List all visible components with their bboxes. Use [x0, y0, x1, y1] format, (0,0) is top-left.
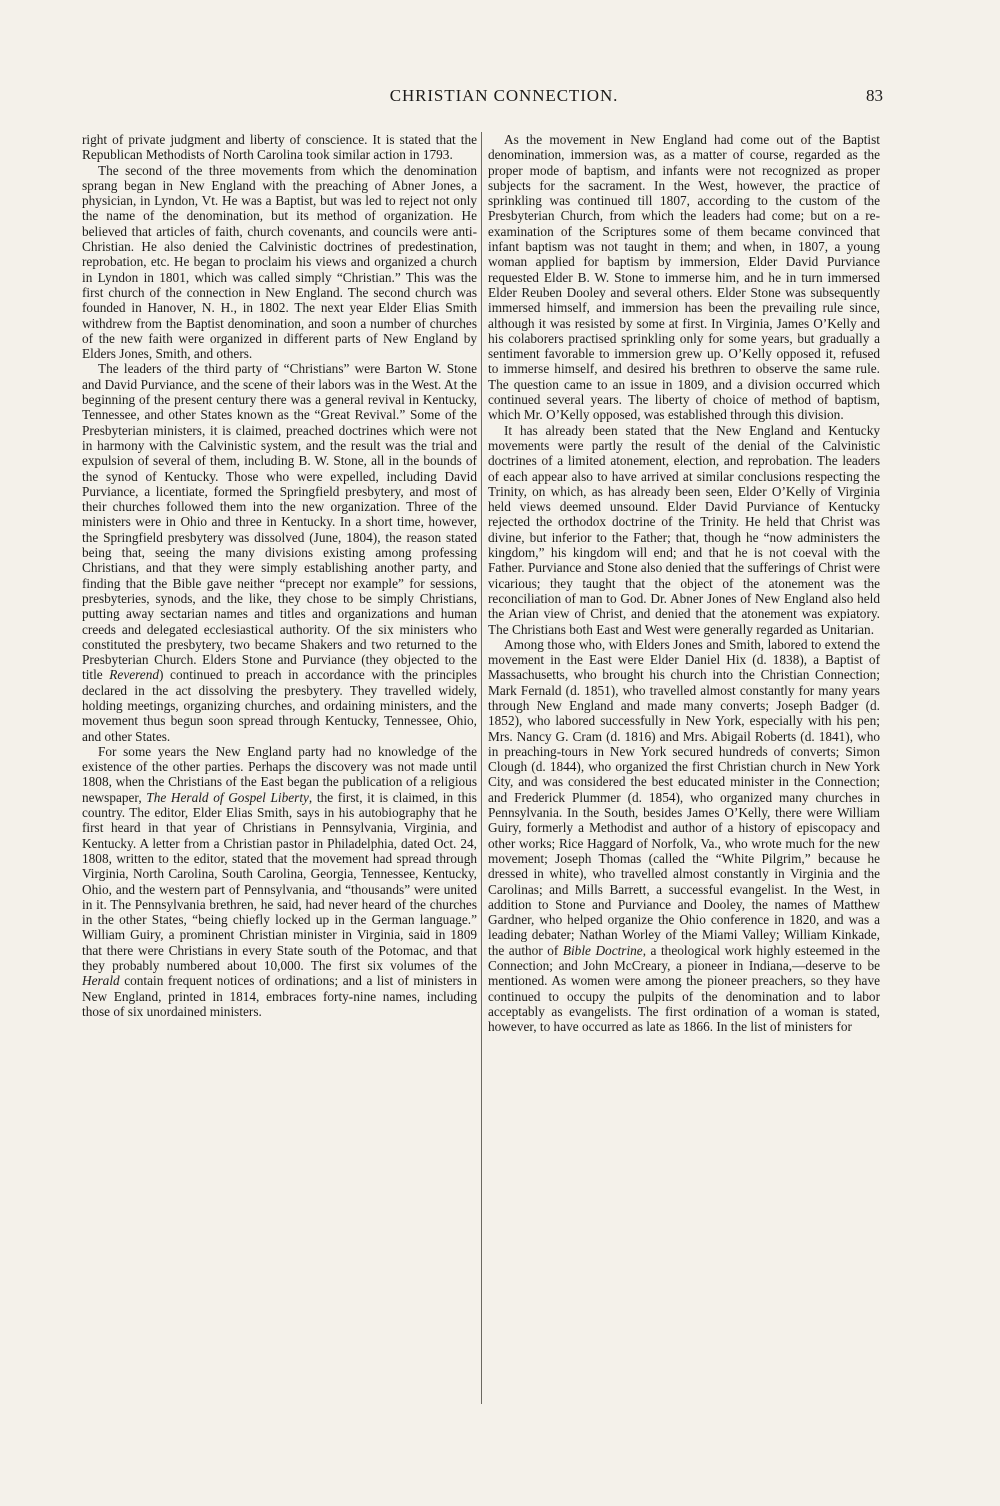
- paragraph: [488, 637, 880, 1035]
- paragraph-text: , a theological work highly esteemed in the Connection; and John McCreary, a pioneer in Indiana,—deserve to be mentioned. As women were among the pioneer preachers, so they have continued to occupy the pulpits of the denomination and to labor acceptably as evangelists. The first ordination of a woman is stated, however, to have occurred as late as 1866. In the list of ministers for: [488, 942, 881, 1035]
- paragraph: [82, 744, 477, 1019]
- page-title: CHRISTIAN CONNECTION.: [389, 86, 619, 105]
- paragraph: As the movement in New England had come out of the Baptist denomination, immersion was, as a matter of course, regarded as the proper mode of baptism, and infants were not recognized as proper subjects for the sacrament. In the West, however, the practice of sprinkling was continued till 1807, according to the custom of the Presbyterian Church, from which the leaders had come; but on a re-examination of the Scriptures some of them became convinced that infant baptism was not taught in them; and when, in 1807, a young woman applied for baptism by immersion, Elder David Purviance requested Elder B. W. Stone to immerse him, and he in turn immersed Elder Reuben Dooley and several others. Elder Stone was subsequently immersed himself, and immersion has been the prevailing rule since, although it was resisted by some at first. In Virginia, James O’Kelly and his colaborers practised sprinkling only for some years, but gradually a sentiment favorable to immersion grew up. O’Kelly opposed it, refused to immerse himself, and desired his brethren to observe the same rule. The question came to an issue in 1809, and a division occurred which continued several years. The liberty of choice of method of baptism, which Mr. O’Kelly opposed, was established through this division.: [488, 132, 880, 423]
- running-head: [0, 86, 1000, 116]
- paragraph: The second of the three movements from which the denomination sprang began in New England with the preaching of Abner Jones, a physician, in Lyndon, Vt. He was a Baptist, but was led to reject not only the name of the denomination, but its method of organization. He believed that articles of faith, church covenants, and councils were anti-Christian. He also denied the Calvinistic doctrines of predestination, reprobation, etc. He began to proclaim his views and organized a church in Lyndon in 1801, which was called simply “Christian.” This was the first church of the connection in New England. The second church was founded in Hanover, N. H., in 1802. The next year Elder Elias Smith withdrew from the Baptist denomination, and soon a number of churches of the new faith were organized in different parts of New England by Elders Jones, Smith, and others.: [82, 162, 477, 362]
- paragraph-text: ) continued to preach in accordance with the principles declared in the act dissolving the presbytery. They travelled widely, holding meetings, organizing churches, and ordaining ministers, and the movement thus begun soon spread through Kentucky, Tennessee, Ohio, and other States.: [82, 667, 477, 744]
- paragraph: [82, 361, 477, 743]
- left-column: [82, 132, 477, 1019]
- italic-text: Bible Doctrine: [562, 942, 643, 958]
- paragraph-text: Among those who, with Elders Jones and Smith, labored to extend the movement in the East were Elder Daniel Hix (d. 1838), a Baptist of Massachusetts, who brought his church into the Christian Connection; Mark Fernald (d. 1851), who travelled almost constantly for many years through New England and made many converts; Joseph Badger (d. 1852), who labored successfully in New York, especially with his pen; Mrs. Nancy G. Cram (d. 1816) and Mrs. Abigail Roberts (d. 1841), who in preaching-tours in New York secured hundreds of converts; Simon Clough (d. 1844), who organized the first Christian church in New York City, and was considered the best educated minister in the Connection; and Frederick Plummer (d. 1854), who organized many churches in Pennsylvania. In the South, besides James O’Kelly, there were William Guiry, formerly a Methodist and author of a history of episcopacy and other works; Rice Haggard of Norfolk, Va., who wrote much for the new movement; Joseph Thomas (called the “White Pilgrim,” because he dressed in white), who travelled almost constantly in Virginia and the Carolinas; and Mills Barrett, a successful evangelist. In the West, in addition to Stone and Purviance and Dooley, the names of Matthew Gardner, who helped organize the Ohio conference in 1820, and was a leading debater; Nathan Worley of the Miami Valley; William Kinkade, the author of: [488, 636, 880, 958]
- paragraph: It has already been stated that the New England and Kentucky movements were partly the result of the denial of the Calvinistic doctrines of a limited atonement, election, and reprobation. The leaders of each appear also to have arrived at similar conclusions respecting the Trinity, on which, as has already been seen, Elder O’Kelly of Virginia held views deemed unsound. Elder David Purviance of Kentucky rejected the orthodox doctrine of the Trinity. He held that Christ was divine, but inferior to the Father; that, though he “now administers the kingdom,” his kingdom will end; and that he is not coeval with the Father. Purviance and Stone also denied that the sufferings of Christ were vicarious; they taught that the object of the atonement was the reconciliation of man to God. Dr. Abner Jones of New England also held the Arian view of Christ, and denied that the atonement was expiatory. The Christians both East and West were generally regarded as Unitarian.: [488, 422, 880, 637]
- paragraph-text: contain frequent notices of ordinations; and a list of ministers in New England, printed in 1814, embraces forty-nine names, including those of six unordained ministers.: [82, 973, 477, 1019]
- column-divider: [481, 132, 482, 1404]
- paragraph-text: The leaders of the third party of “Christians” were Barton W. Stone and David Purviance, and the scene of their labors was in the West. At the beginning of the present century there was a general revival in Kentucky, Tennessee, and other States known as the “Great Revival.” Some of the Presbyterian ministers, it is claimed, preached doctrines which were not in harmony with the Calvinistic system, and the result was the trial and expulsion of several of them, including B. W. Stone, all in the bounds of the synod of Kentucky. Those who were expelled, including David Purviance, a licentiate, formed the Springfield presbytery, and most of their churches followed them into the new organization. Three of the ministers were in Ohio and three in Kentucky. In a short time, however, the Springfield presbytery was dissolved (June, 1804), the reason stated being that, seeing the many divisions existing among professing Christians, and that they were simply establishing another party, and finding that the Bible gave neither “precept nor example” for sessions, presbyteries, synods, and the like, they chose to be simply Christians, putting away sectarian names and titles and organizations and human creeds and delegated ecclesiastical authority. Of the six ministers who constituted the presbytery, two became Shakers and two returned to the Presbyterian Church. Elders Stone and Purviance (they objected to the title: [82, 361, 477, 683]
- paragraph: right of private judgment and liberty of conscience. It is stated that the Republican Methodists of North Carolina took similar action in 1793.: [82, 132, 477, 163]
- right-column: [488, 132, 880, 1035]
- italic-text: The Herald of Gospel Liberty: [146, 789, 309, 805]
- paragraph-text: , the first, it is claimed, in this country. The editor, Elder Elias Smith, says in his autobiography that he first heard in that year of Christians in Pennsylvania, Virginia, and Kentucky. A letter from a Christian pastor in Philadelphia, dated Oct. 24, 1808, written to the editor, stated that the movement had spread through Virginia, North Carolina, South Carolina, Georgia, Tennessee, Kentucky, Ohio, and the western part of Pennsylvania, and “thousands” were united in it. The Pennsylvania brethren, he said, had never heard of the churches in the other States, “being chiefly locked up in the German language.” William Guiry, a prominent Christian minister in Virginia, said in 1809 that there were Christians in every State south of the Potomac, and that they probably numbered about 10,000. The first six volumes of the: [82, 789, 477, 974]
- paragraph-text: For some years the New England party had no knowledge of the existence of the other parties. Perhaps the discovery was not made until 1808, when the Christians of the East began the publication of a religious newspaper,: [82, 743, 477, 805]
- page-number: 83: [866, 86, 883, 105]
- italic-text: Reverend: [109, 667, 160, 683]
- italic-text: Herald: [82, 973, 120, 989]
